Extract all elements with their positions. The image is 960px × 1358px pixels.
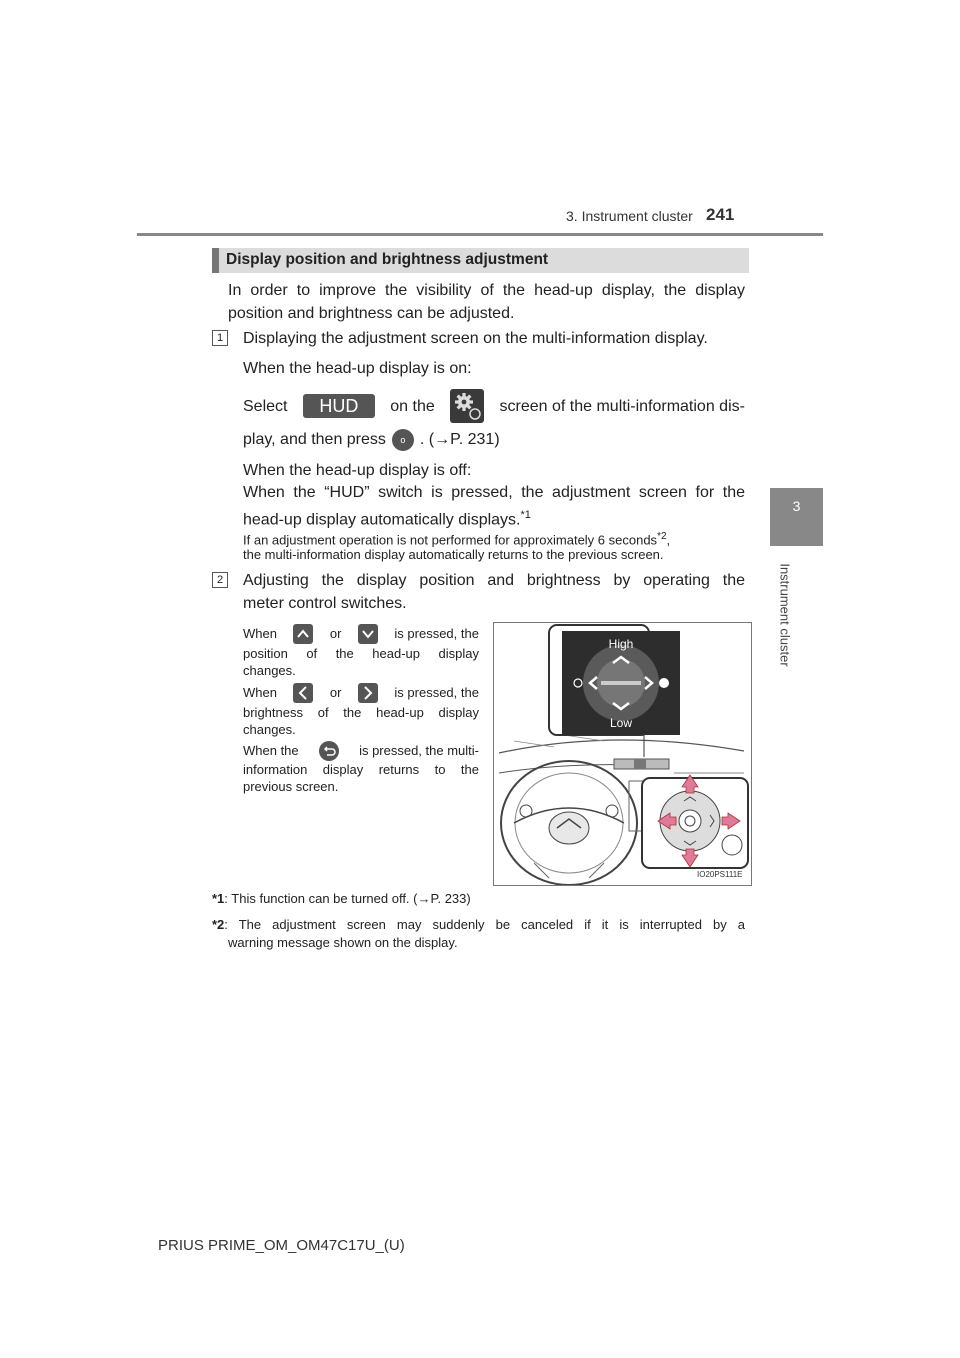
play-text: play, and then press <box>243 431 386 448</box>
footnote-1: *1: This function can be turned off. (→P. 233) <box>212 891 471 906</box>
step-2-title-line-1: Adjusting the display position and brightness by operating the <box>243 572 745 589</box>
caption-3-line-2: information display returns to the <box>243 762 479 777</box>
caption-3-line-3: previous screen. <box>243 779 339 794</box>
step-1-title: Displaying the adjustment screen on the multi-information display. <box>243 330 708 347</box>
step-2-badge: 2 <box>212 572 228 588</box>
caption-3-line-1: When the is pressed, the multi- <box>243 741 479 761</box>
press-instruction <box>243 428 500 451</box>
footnote-ref-1: *1 <box>520 509 531 521</box>
page-reference: . (→P. 231) <box>419 431 500 448</box>
ok-button-icon: o <box>392 429 414 451</box>
screen-text: screen of the multi-information dis- <box>499 397 745 415</box>
chapter-tab-label: Instrument cluster <box>777 563 793 667</box>
settings-gear-icon <box>450 389 484 423</box>
caption-2-line-2: brightness of the head-up display <box>243 705 479 720</box>
chevron-down-icon <box>358 624 378 644</box>
header-divider <box>137 233 823 236</box>
timeout-note-line-1: If an adjustment operation is not performed for approximately 6 seconds$^{*2}$, <box>243 531 671 548</box>
chapter-tab-number: 3 <box>792 498 801 514</box>
header-section-title: 3. Instrument cluster <box>566 208 693 224</box>
section-heading: Display position and brightness adjustment <box>226 251 549 268</box>
caption-1-line-3: changes. <box>243 663 296 678</box>
footnote-2-line-2: warning message shown on the display. <box>228 935 458 950</box>
on-the-text: on the <box>390 397 435 415</box>
footer-manual-code: PRIUS PRIME_OM_OM47C17U_(U) <box>158 1237 405 1254</box>
hud-on-label: When the head-up display is on: <box>243 360 472 377</box>
chapter-tab <box>770 488 823 546</box>
caption-2-line-1: When or is pressed, the <box>243 683 479 703</box>
display-low-label: Low <box>609 716 633 730</box>
hud-off-label: When the head-up display is off: <box>243 462 472 479</box>
step-1-badge: 1 <box>212 330 228 346</box>
figure-code: IO20PS111E <box>697 870 743 879</box>
chevron-right-icon <box>358 683 378 703</box>
steering-switch-figure <box>493 622 752 886</box>
select-word: Select <box>243 397 288 415</box>
hud-off-line-2: head-up display automatically displays.$^{*1}$ <box>243 509 531 529</box>
intro-line-2: position and brightness can be adjusted. <box>228 305 515 322</box>
caption-1-line-2: position of the head-up display <box>243 646 479 661</box>
back-button-icon <box>319 741 339 761</box>
intro-line-1: In order to improve the visibility of the head-up display, the display <box>228 282 745 299</box>
footnote-2-line-1: *2: The adjustment screen may suddenly be canceled if it is interrupted by a <box>212 917 745 932</box>
chevron-up-icon <box>293 624 313 644</box>
display-high-label: High <box>608 637 634 651</box>
hud-menu-icon: HUD <box>303 394 375 418</box>
page-number: 241 <box>706 205 735 224</box>
caption-1-line-1: When or is pressed, the <box>243 624 479 644</box>
hud-off-line-1: When the “HUD” switch is pressed, the adjustment screen for the <box>243 484 745 501</box>
caption-2-line-3: changes. <box>243 722 296 737</box>
footnote-ref-2: *2 <box>657 531 667 542</box>
step-2-title-line-2: meter control switches. <box>243 595 407 612</box>
section-heading-bar <box>212 248 219 273</box>
timeout-note-line-2: the multi-information display automatically returns to the previous screen. <box>243 547 664 562</box>
select-instruction <box>243 389 745 423</box>
chevron-left-icon <box>293 683 313 703</box>
